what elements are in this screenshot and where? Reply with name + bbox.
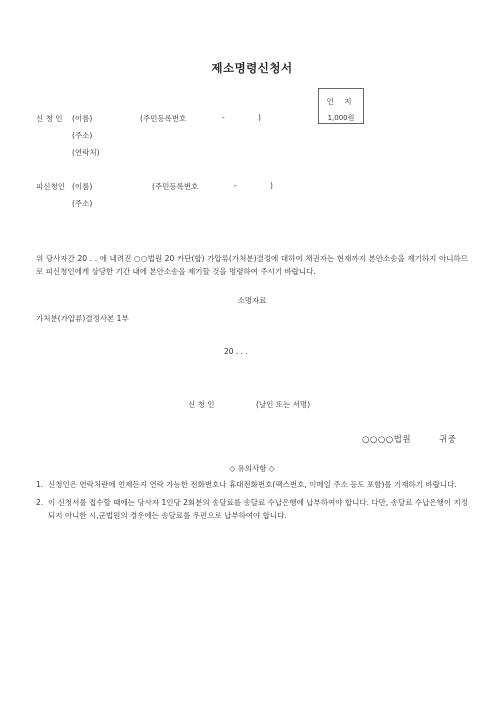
document-title: 제소명령신청서 (211, 61, 293, 75)
applicant-address-label: (주소) (72, 131, 93, 140)
applicant-name-label: (이름) (72, 114, 93, 123)
notice-list (36, 478, 468, 527)
respondent-address-label: (주소) (72, 199, 93, 208)
notice-item (36, 478, 468, 491)
respondent-name-label: (이름) (72, 182, 93, 191)
applicant-rrn-dash: - (222, 113, 225, 122)
applicant-rrn-label: (주민등록번호 (140, 114, 187, 123)
court-recipient: 귀중 (439, 435, 457, 445)
respondent-rrn-dash: - (234, 181, 237, 190)
date-line: 20 . . . (224, 347, 248, 356)
applicant-label: 신 청 인 (36, 114, 63, 123)
signature-seal: (날인 또는 서명) (256, 400, 311, 409)
notice-heading: ◇ 유의사항 ◇ (229, 464, 275, 473)
applicant-rrn-close: ) (258, 113, 261, 122)
respondent-label: 피신청인 (36, 182, 65, 191)
respondent-rrn-close: ) (270, 181, 273, 190)
body-paragraph: 위 당사자간 20 . . 에 내려진 ○○법원 20 카단(합) 가압류(가처분)결정에 대하여 채권자는 현재까지 본안소송을 제기하지 아니하므로 피신청인에게 상당한 기간 내에 본안소송을 제기할 것을 명령하여 주시기 바랍니다. (36, 254, 468, 276)
evidence-heading: 소명자료 (237, 296, 267, 305)
notice-item (36, 496, 468, 522)
respondent-rrn-label: (주민등록번호 (152, 182, 199, 191)
stamp-fee: 1,000원 (327, 114, 355, 122)
notice-item-text: 이 신청서를 접수할 때에는 당사자 1인당 2회분의 송달료를 송달료 수납은행에 납부하여야 합니다. 다만, 송달료 수납은행이 지정되지 아니한 시,군법원의 경우에는 송달료를 우편으로 납부하여야 합니다. (48, 498, 468, 520)
stamp-label: 인 지 (326, 97, 356, 106)
notice-item-text: 신청인은 연락처란에 언제든지 연락 가능한 전화번호나 휴대전화번호(팩스번호, 이메일 주소 등도 포함)를 기재하기 바랍니다. (48, 480, 457, 489)
court-line (362, 433, 457, 445)
stamp-box (318, 88, 364, 124)
court-name: ○○○○법원 (362, 435, 412, 445)
evidence-item: 가처분(가압류)결정사본 1부 (36, 314, 129, 323)
applicant-contact-label: (연락처) (72, 148, 100, 157)
notice-item-number: 1. (36, 480, 44, 489)
signature-label: 신 청 인 (188, 400, 215, 409)
notice-item-number: 2. (36, 498, 44, 507)
